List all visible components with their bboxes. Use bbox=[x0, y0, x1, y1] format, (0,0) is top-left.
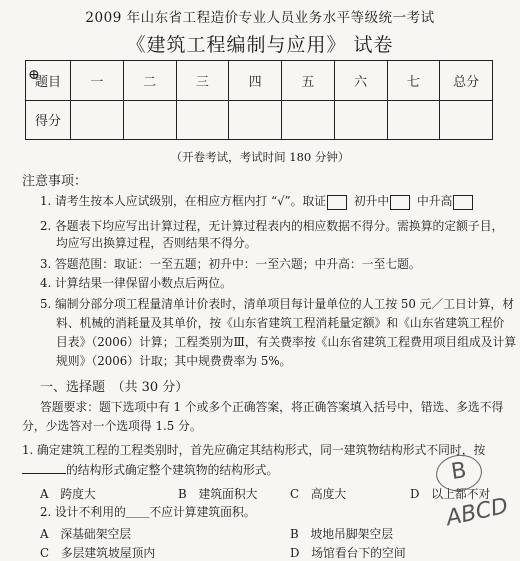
score-cell bbox=[176, 100, 229, 140]
q1-option-a[interactable]: A 跨度大 bbox=[40, 487, 96, 501]
exam-duration-note: （开卷考试，考试时间 180 分钟） bbox=[170, 150, 350, 164]
q1-option-b[interactable]: B 建筑面积大 bbox=[178, 487, 258, 501]
handwritten-answer-abcd: ABCD bbox=[444, 493, 511, 532]
score-cell bbox=[71, 100, 124, 140]
note-item-2-line1: 2. 各题表下均应写出计算过程，无计算过程表内的相应数据不得分。需换算的定额子目， bbox=[40, 219, 504, 233]
score-table bbox=[25, 60, 493, 140]
section-1-heading: 一、选择题 （共 30 分） bbox=[40, 380, 189, 395]
exam-paper-title: 《建筑工程编制与应用》 试卷 bbox=[126, 34, 394, 56]
note-item-3: 3. 答题范围：取证：一至五题；初升中：一至六题；中升高：一至七题。 bbox=[40, 257, 421, 271]
answer-requirement-line2: 分，少选答对一个选项得 1.5 分。 bbox=[22, 419, 202, 433]
question-1-line2: 的结构形式确定整个建筑物的结构形式。 bbox=[22, 462, 278, 477]
note-item-5-line3: 目表》（2006）计算；工程类别为Ⅲ，有关费率按《山东省建筑工程费用项目组成及计算 bbox=[56, 335, 517, 349]
score-table-header-cell: 二 bbox=[123, 61, 176, 101]
note-item-1: 1. 请考生按本人应试级别，在相应方框内打 “√”。取证 初升中 中升高 bbox=[40, 194, 476, 210]
score-table-score-row bbox=[26, 100, 493, 140]
answer-blank[interactable] bbox=[22, 462, 66, 474]
score-cell bbox=[440, 100, 493, 140]
q2-option-a[interactable]: A 深基础架空层 bbox=[40, 527, 132, 541]
q2-option-b[interactable]: B 坡地吊脚架空层 bbox=[290, 527, 394, 541]
note-item-2-line2: 均应写出换算过程，否则结果不得分。 bbox=[56, 236, 257, 250]
handwritten-answer-b: B bbox=[434, 452, 485, 494]
level-checkbox-junior-to-mid[interactable] bbox=[390, 195, 410, 210]
score-cell bbox=[123, 100, 176, 140]
score-table-header-cell: 七 bbox=[387, 61, 440, 101]
score-table-header-label: ⊕ 题目 bbox=[26, 61, 71, 101]
zoom-in-icon[interactable]: ⊕ bbox=[28, 67, 40, 83]
note-item-5-line4: 规则》（2006）计取；其中规费费率为 5%。 bbox=[56, 354, 292, 368]
q1-option-d[interactable]: D 以上都不对 bbox=[410, 487, 491, 501]
score-cell bbox=[334, 100, 387, 140]
score-table-header-cell: 六 bbox=[334, 61, 387, 101]
note-item-5-line2: 料、机械的消耗量及其单价，按《山东省建筑工程消耗量定额》和《山东省建筑工程价 bbox=[56, 316, 505, 330]
question-1-line1: 1. 确定建筑工程的工程类别时，首先应确定其结构形式，同一建筑物结构形式不同时，按 bbox=[22, 443, 486, 457]
score-cell bbox=[229, 100, 282, 140]
notes-heading: 注意事项： bbox=[22, 174, 88, 189]
q2-option-d[interactable]: D 场馆看台下的空间 bbox=[290, 546, 406, 560]
score-table-header-row bbox=[26, 61, 493, 101]
note-item-5-line1: 5. 编制分部分项工程量清单计价表时，清单项目每计量单位的人工按 50 元／工日计算，材 bbox=[40, 297, 515, 311]
score-table-header-cell: 五 bbox=[282, 61, 335, 101]
score-cell bbox=[282, 100, 335, 140]
q1-option-c[interactable]: C 高度大 bbox=[290, 487, 347, 501]
level-checkbox-mid-to-senior[interactable] bbox=[453, 195, 473, 210]
score-table-header-cell: 四 bbox=[229, 61, 282, 101]
question-2: 2. 设计不利用的＿＿不应计算建筑面积。 bbox=[40, 505, 256, 519]
score-cell bbox=[387, 100, 440, 140]
score-table-header-cell: 三 bbox=[176, 61, 229, 101]
answer-requirement-line1: 答题要求：题下选项中有 1 个或多个正确答案，将正确答案填入括号中，错选、多选不得 bbox=[40, 400, 504, 414]
level-checkbox-certificate[interactable] bbox=[327, 195, 347, 210]
score-row-label: 得分 bbox=[26, 100, 71, 140]
score-table-header-cell: 总分 bbox=[440, 61, 493, 101]
score-table-header-cell: 一 bbox=[71, 61, 124, 101]
exam-series-header: 2009 年山东省工程造价专业人员业务水平等级统一考试 bbox=[85, 10, 435, 26]
q2-option-c[interactable]: C 多层建筑坡屋顶内 bbox=[40, 546, 156, 560]
note-item-4: 4. 计算结果一律保留小数点后两位。 bbox=[40, 276, 232, 290]
